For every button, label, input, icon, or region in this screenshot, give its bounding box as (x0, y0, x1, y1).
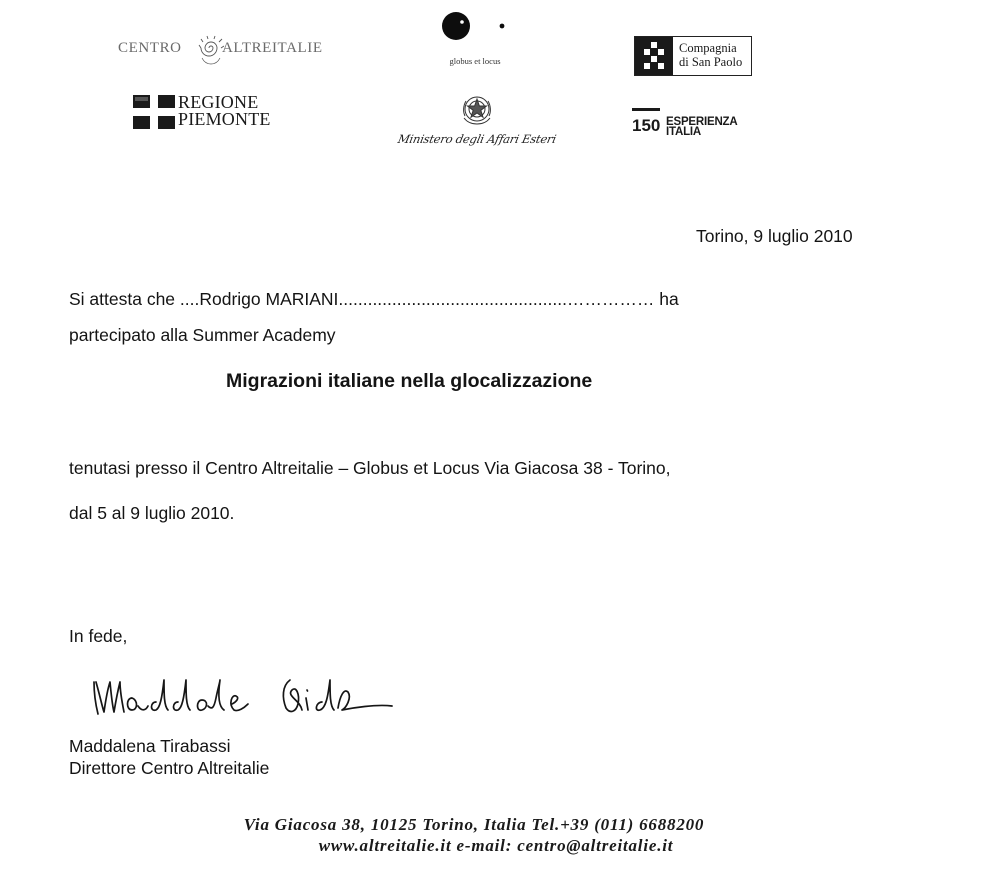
logo-regione-line2: PIEMONTE (178, 109, 271, 129)
handwritten-signature (86, 668, 406, 724)
logo-compagnia-line1: Compagnia (679, 41, 737, 55)
logo-ministero-script: Ministero degli Affari Esteri (396, 132, 558, 146)
attest-line: Si attesta che ....Rodrigo MARIANI...............................................…………… ha (69, 289, 679, 309)
footer-contacts: www.altreitalie.it e-mail: centro@altreitalie.it (318, 836, 674, 855)
circle-dot-icon (432, 8, 518, 54)
logo-word-altreitalie: ALTREITALIE (222, 40, 323, 56)
logo-compagnia-di-san-paolo (634, 36, 752, 76)
logo-esperienza-line1: ESPERIENZA (666, 116, 738, 128)
location-line: tenutasi presso il Centro Altreitalie – Globus et Locus Via Giacosa 38 - Torino, (69, 458, 671, 478)
logo-globus-label: globus et locus (449, 56, 501, 66)
closing-line: In fede, (69, 626, 128, 646)
logo-150-esperienza-italia (632, 108, 794, 142)
dates-line: dal 5 al 9 luglio 2010. (69, 503, 235, 523)
logo-regione-piemonte (133, 94, 273, 132)
signer-title: Direttore Centro Altreitalie (69, 758, 270, 778)
logo-centro-altreitalie (118, 34, 330, 74)
logo-word-centro: CENTRO (118, 40, 182, 56)
logo-globus-et-locus (432, 8, 518, 68)
logo-compagnia-line2: di San Paolo (679, 55, 743, 69)
regional-flag-icon (133, 95, 175, 129)
logo-compagnia-text (679, 41, 742, 69)
logo-150-number: 150 (632, 108, 660, 136)
letter-date: Torino, 9 luglio 2010 (696, 226, 853, 246)
course-title: Migrazioni italiane nella glocalizzazione (226, 370, 593, 392)
footer-address: Via Giacosa 38, 10125 Torino, Italia Tel.+39 (011) 6688200 (243, 815, 705, 834)
logo-ministero-affari-esteri (396, 92, 558, 154)
logo-esperienza-text (666, 117, 738, 137)
logo-esperienza-line2: ITALIA (666, 126, 701, 138)
logo-regione-line1: REGIONE (178, 92, 259, 112)
signer-name: Maddalena Tirabassi (69, 736, 231, 756)
italian-republic-emblem-icon (460, 92, 494, 128)
logo-regione-text (178, 94, 271, 128)
participation-line: partecipato alla Summer Academy (69, 325, 336, 345)
signer-block (69, 735, 269, 779)
checker-square-icon (635, 37, 673, 75)
